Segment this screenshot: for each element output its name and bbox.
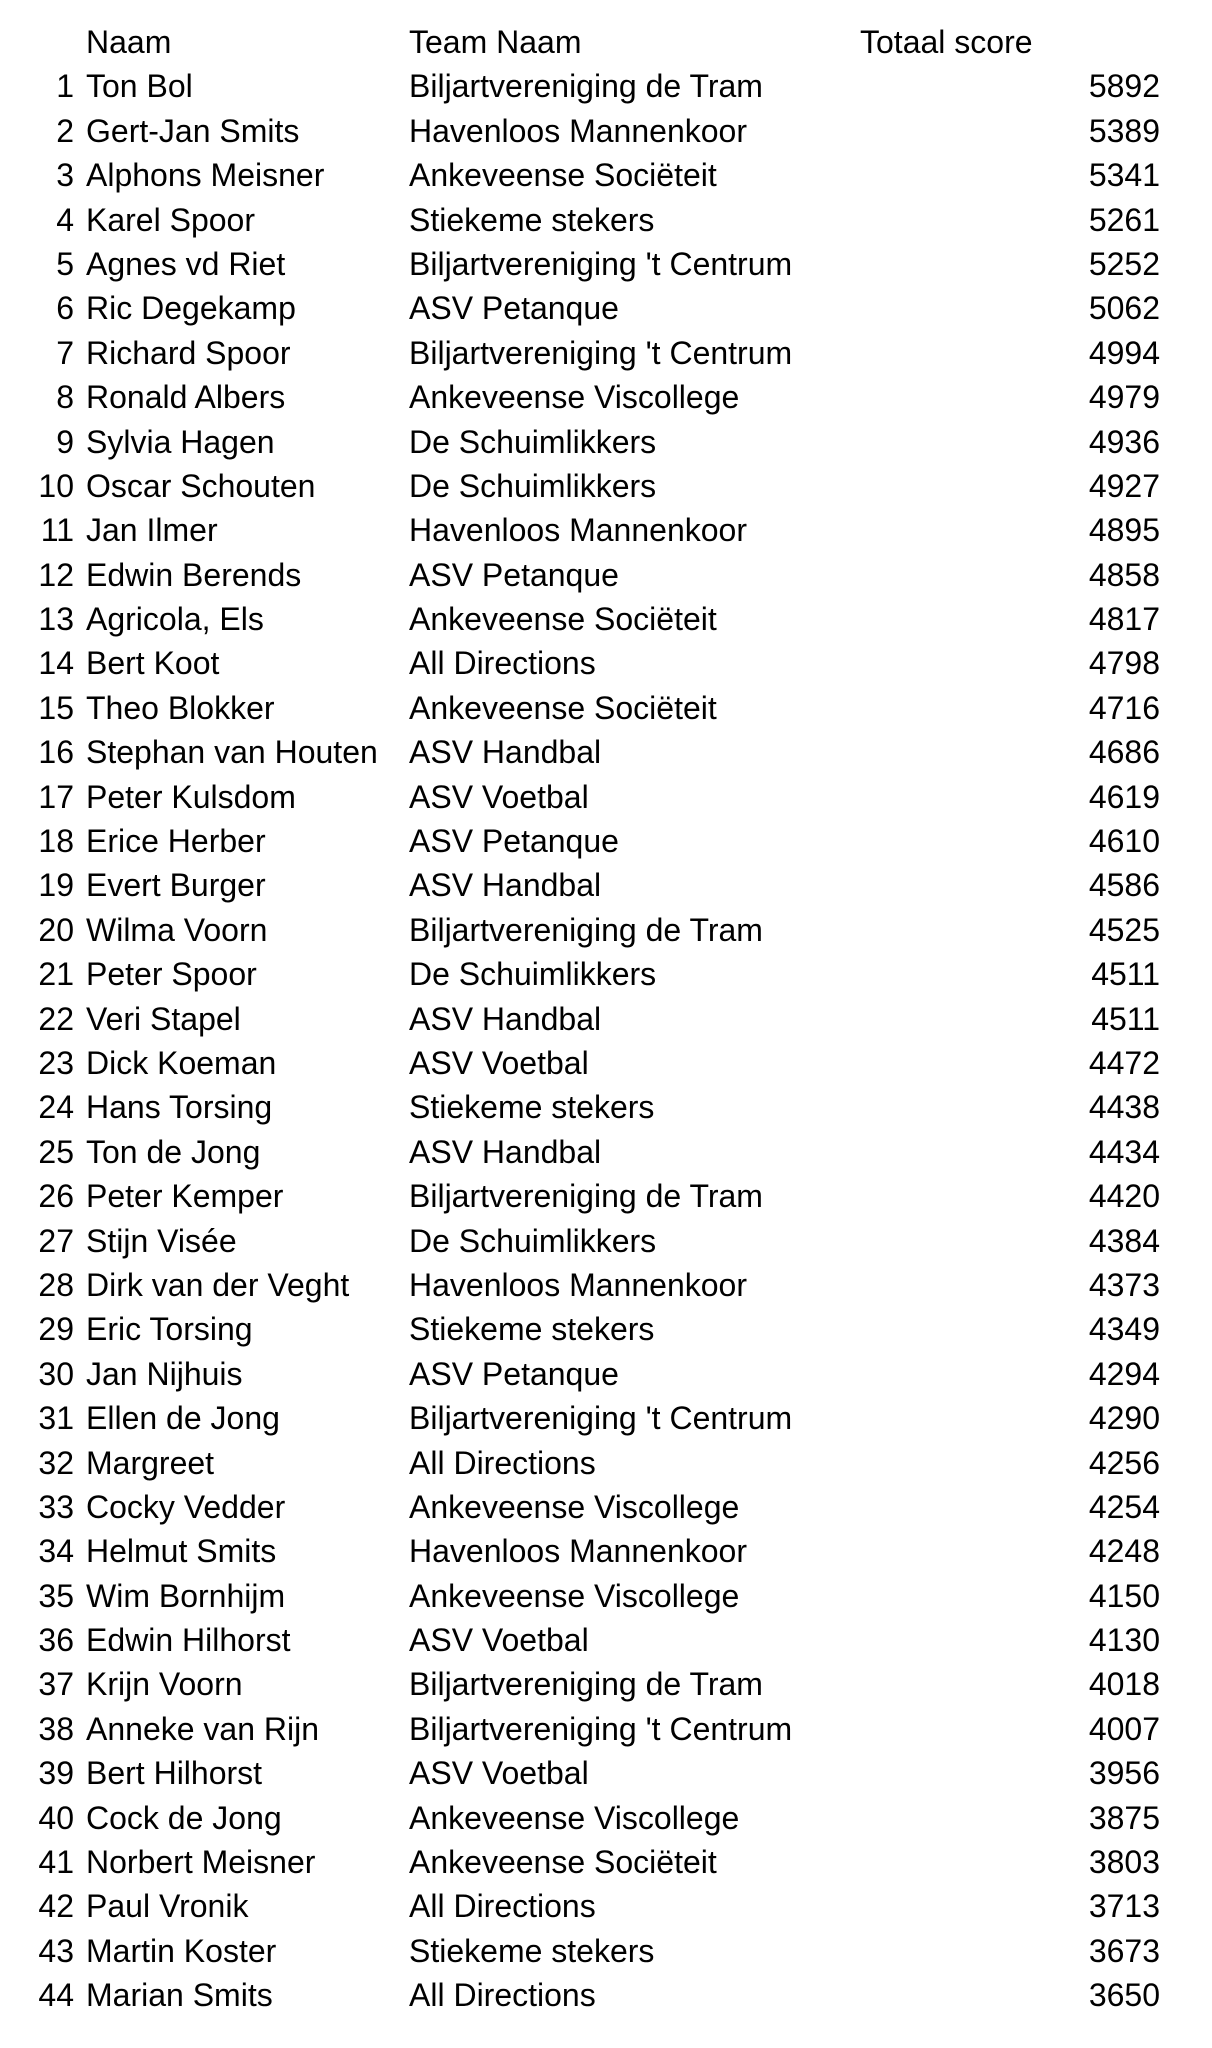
- header-row: [0, 20, 1212, 64]
- score-cell: 4254: [1088, 1488, 1160, 1525]
- rank-cell: 30: [38, 1355, 74, 1392]
- team-cell: ASV Handbal: [409, 1133, 602, 1170]
- name-cell: Eric Torsing: [86, 1311, 253, 1348]
- score-cell: 4511: [1091, 1000, 1160, 1037]
- name-cell: Evert Burger: [86, 867, 266, 904]
- score-cell: 5892: [1088, 68, 1160, 105]
- rank-cell: 28: [38, 1266, 74, 1303]
- team-cell: All Directions: [409, 645, 596, 682]
- table-body: [0, 64, 1212, 2017]
- rank-cell: 18: [38, 823, 74, 860]
- name-cell: Norbert Meisner: [86, 1844, 316, 1881]
- table-row: [0, 819, 1212, 863]
- team-cell: ASV Voetbal: [409, 1622, 589, 1659]
- team-cell: ASV Petanque: [409, 1355, 619, 1392]
- name-cell: Margreet: [86, 1444, 215, 1481]
- rank-cell: 32: [38, 1444, 74, 1481]
- team-cell: ASV Petanque: [409, 290, 619, 327]
- team-cell: ASV Voetbal: [409, 778, 589, 815]
- table-row: [0, 375, 1212, 419]
- score-cell: 4586: [1088, 867, 1160, 904]
- name-cell: Martin Koster: [86, 1932, 277, 1969]
- name-cell: Bert Koot: [86, 645, 220, 682]
- team-cell: Havenloos Mannenkoor: [409, 1533, 747, 1570]
- score-cell: 4610: [1088, 823, 1160, 860]
- table-row: [0, 1840, 1212, 1884]
- team-cell: Biljartvereniging 't Centrum: [409, 1400, 793, 1437]
- name-cell: Agnes vd Riet: [86, 245, 286, 282]
- table-row: [0, 1352, 1212, 1396]
- score-cell: 5389: [1088, 112, 1160, 149]
- table-row: [0, 863, 1212, 907]
- score-cell: 3673: [1088, 1932, 1160, 1969]
- rank-cell: 20: [38, 911, 74, 948]
- table-row: [0, 1130, 1212, 1174]
- rank-cell: 24: [38, 1089, 74, 1126]
- team-cell: Ankeveense Viscollege: [409, 1577, 740, 1614]
- rank-cell: 3: [56, 157, 74, 194]
- table-row: [0, 1796, 1212, 1840]
- score-cell: 4294: [1088, 1355, 1160, 1392]
- table-row: [0, 952, 1212, 996]
- score-cell: 4290: [1088, 1400, 1160, 1437]
- score-table: [0, 20, 1212, 2018]
- rank-cell: 8: [56, 379, 74, 416]
- name-cell: Oscar Schouten: [86, 467, 316, 504]
- score-cell: 4434: [1088, 1133, 1160, 1170]
- team-cell: Ankeveense Sociëteit: [409, 601, 717, 638]
- score-cell: 5062: [1088, 290, 1160, 327]
- team-cell: Ankeveense Sociëteit: [409, 157, 717, 194]
- team-cell: Stiekeme stekers: [409, 201, 655, 238]
- score-cell: 4994: [1088, 334, 1160, 371]
- rank-cell: 43: [38, 1932, 74, 1969]
- rank-cell: 16: [38, 734, 74, 771]
- name-cell: Ton de Jong: [86, 1133, 261, 1170]
- score-cell: 4619: [1088, 778, 1160, 815]
- name-cell: Richard Spoor: [86, 334, 291, 371]
- score-cell: 3713: [1088, 1888, 1160, 1925]
- team-cell: All Directions: [409, 1444, 596, 1481]
- table-row: [0, 1707, 1212, 1751]
- team-cell: Havenloos Mannenkoor: [409, 112, 747, 149]
- table-row: [0, 1929, 1212, 1973]
- score-cell: 4472: [1088, 1044, 1160, 1081]
- table-row: [0, 420, 1212, 464]
- name-cell: Cock de Jong: [86, 1799, 282, 1836]
- name-cell: Peter Kulsdom: [86, 778, 296, 815]
- team-cell: Ankeveense Sociëteit: [409, 1844, 717, 1881]
- rank-cell: 21: [38, 956, 74, 993]
- table-row: [0, 1396, 1212, 1440]
- team-cell: Biljartvereniging 't Centrum: [409, 245, 793, 282]
- team-cell: Biljartvereniging de Tram: [409, 911, 763, 948]
- rank-cell: 44: [38, 1977, 74, 2014]
- rank-cell: 17: [38, 778, 74, 815]
- header-score: Totaal score: [860, 24, 1033, 60]
- score-cell: 4256: [1088, 1444, 1160, 1481]
- team-cell: Stiekeme stekers: [409, 1932, 655, 1969]
- team-cell: Stiekeme stekers: [409, 1311, 655, 1348]
- table-row: [0, 1574, 1212, 1618]
- name-cell: Ronald Albers: [86, 379, 286, 416]
- team-cell: De Schuimlikkers: [409, 423, 657, 460]
- team-cell: ASV Petanque: [409, 823, 619, 860]
- score-cell: 4979: [1088, 379, 1160, 416]
- name-cell: Alphons Meisner: [86, 157, 325, 194]
- score-cell: 4686: [1088, 734, 1160, 771]
- score-cell: 4895: [1088, 512, 1160, 549]
- score-cell: 4525: [1088, 911, 1160, 948]
- score-cell: 4349: [1088, 1311, 1160, 1348]
- name-cell: Cocky Vedder: [86, 1488, 286, 1525]
- score-cell: 4817: [1088, 601, 1160, 638]
- name-cell: Bert Hilhorst: [86, 1755, 263, 1792]
- rank-cell: 27: [38, 1222, 74, 1259]
- name-cell: Krijn Voorn: [86, 1666, 243, 1703]
- team-cell: Biljartvereniging de Tram: [409, 1666, 763, 1703]
- rank-cell: 35: [38, 1577, 74, 1614]
- score-cell: 4150: [1088, 1577, 1160, 1614]
- table-row: [0, 242, 1212, 286]
- team-cell: Havenloos Mannenkoor: [409, 512, 747, 549]
- name-cell: Dirk van der Veght: [86, 1266, 350, 1303]
- rank-cell: 9: [56, 423, 74, 460]
- score-cell: 5261: [1088, 201, 1160, 238]
- rank-cell: 41: [38, 1844, 74, 1881]
- rank-cell: 36: [38, 1622, 74, 1659]
- rank-cell: 11: [40, 512, 74, 549]
- score-cell: 4130: [1088, 1622, 1160, 1659]
- score-cell: 4716: [1088, 689, 1160, 726]
- name-cell: Stijn Visée: [86, 1222, 237, 1259]
- name-cell: Edwin Berends: [86, 556, 302, 593]
- score-cell: 3956: [1088, 1755, 1160, 1792]
- name-cell: Gert-Jan Smits: [86, 112, 300, 149]
- team-cell: Ankeveense Sociëteit: [409, 689, 717, 726]
- team-cell: ASV Handbal: [409, 734, 602, 771]
- team-cell: Stiekeme stekers: [409, 1089, 655, 1126]
- team-cell: Ankeveense Viscollege: [409, 1488, 740, 1525]
- table-row: [0, 1485, 1212, 1529]
- team-cell: Ankeveense Viscollege: [409, 1799, 740, 1836]
- rank-cell: 23: [38, 1044, 74, 1081]
- table-row: [0, 1307, 1212, 1351]
- table-row: [0, 1662, 1212, 1706]
- table-row: [0, 641, 1212, 685]
- name-cell: Dick Koeman: [86, 1044, 277, 1081]
- rank-cell: 10: [38, 467, 74, 504]
- team-cell: ASV Handbal: [409, 1000, 602, 1037]
- table-row: [0, 1618, 1212, 1662]
- rank-cell: 37: [38, 1666, 74, 1703]
- score-cell: 3650: [1088, 1977, 1160, 2014]
- team-cell: ASV Petanque: [409, 556, 619, 593]
- rank-cell: 26: [38, 1178, 74, 1215]
- table-row: [0, 775, 1212, 819]
- rank-cell: 34: [38, 1533, 74, 1570]
- table-row: [0, 64, 1212, 108]
- rank-cell: 29: [38, 1311, 74, 1348]
- rank-cell: 4: [56, 201, 74, 238]
- rank-cell: 2: [56, 112, 74, 149]
- table-row: [0, 1085, 1212, 1129]
- rank-cell: 15: [38, 689, 74, 726]
- name-cell: Jan Ilmer: [86, 512, 218, 549]
- name-cell: Sylvia Hagen: [86, 423, 275, 460]
- name-cell: Anneke van Rijn: [86, 1710, 320, 1747]
- score-cell: 4798: [1088, 645, 1160, 682]
- team-cell: De Schuimlikkers: [409, 956, 657, 993]
- table-row: [0, 553, 1212, 597]
- team-cell: Biljartvereniging 't Centrum: [409, 334, 793, 371]
- score-cell: 4927: [1088, 467, 1160, 504]
- table-row: [0, 1041, 1212, 1085]
- name-cell: Karel Spoor: [86, 201, 255, 238]
- table-row: [0, 1884, 1212, 1928]
- score-cell: 4438: [1088, 1089, 1160, 1126]
- table-row: [0, 908, 1212, 952]
- rank-cell: 39: [38, 1755, 74, 1792]
- score-cell: 3803: [1088, 1844, 1160, 1881]
- rank-cell: 7: [56, 334, 74, 371]
- header-name: Naam: [86, 24, 172, 60]
- team-cell: Ankeveense Viscollege: [409, 379, 740, 416]
- team-cell: All Directions: [409, 1888, 596, 1925]
- name-cell: Edwin Hilhorst: [86, 1622, 291, 1659]
- score-cell: 4936: [1088, 423, 1160, 460]
- name-cell: Ellen de Jong: [86, 1400, 280, 1437]
- table-row: [0, 1529, 1212, 1573]
- team-cell: Biljartvereniging de Tram: [409, 68, 763, 105]
- name-cell: Hans Torsing: [86, 1089, 273, 1126]
- table-row: [0, 1219, 1212, 1263]
- name-cell: Ric Degekamp: [86, 290, 296, 327]
- rank-cell: 25: [38, 1133, 74, 1170]
- name-cell: Peter Spoor: [86, 956, 257, 993]
- score-cell: 4858: [1088, 556, 1160, 593]
- score-cell: 5252: [1088, 245, 1160, 282]
- rank-cell: 33: [38, 1488, 74, 1525]
- name-cell: Agricola, Els: [86, 601, 264, 638]
- score-cell: 4007: [1088, 1710, 1160, 1747]
- team-cell: ASV Voetbal: [409, 1755, 589, 1792]
- rank-cell: 22: [38, 1000, 74, 1037]
- rank-cell: 19: [38, 867, 74, 904]
- name-cell: Veri Stapel: [86, 1000, 241, 1037]
- score-cell: 4511: [1091, 956, 1160, 993]
- score-cell: 4420: [1088, 1178, 1160, 1215]
- name-cell: Wilma Voorn: [86, 911, 268, 948]
- score-cell: 5341: [1088, 157, 1160, 194]
- table-row: [0, 153, 1212, 197]
- rank-cell: 14: [38, 645, 74, 682]
- table-row: [0, 1441, 1212, 1485]
- team-cell: De Schuimlikkers: [409, 467, 657, 504]
- rank-cell: 12: [38, 556, 74, 593]
- table-row: [0, 109, 1212, 153]
- name-cell: Jan Nijhuis: [86, 1355, 243, 1392]
- score-cell: 3875: [1088, 1799, 1160, 1836]
- score-cell: 4018: [1088, 1666, 1160, 1703]
- rank-cell: 31: [38, 1400, 74, 1437]
- rank-cell: 38: [38, 1710, 74, 1747]
- table-row: [0, 1751, 1212, 1795]
- table-row: [0, 686, 1212, 730]
- table-row: [0, 997, 1212, 1041]
- team-cell: ASV Voetbal: [409, 1044, 589, 1081]
- team-cell: Havenloos Mannenkoor: [409, 1266, 747, 1303]
- header-team: Team Naam: [409, 24, 582, 60]
- name-cell: Stephan van Houten: [86, 734, 378, 771]
- table-row: [0, 508, 1212, 552]
- table-row: [0, 198, 1212, 242]
- table-row: [0, 1174, 1212, 1218]
- score-cell: 4248: [1088, 1533, 1160, 1570]
- score-cell: 4373: [1088, 1266, 1160, 1303]
- table-row: [0, 730, 1212, 774]
- name-cell: Ton Bol: [86, 68, 193, 105]
- name-cell: Paul Vronik: [86, 1888, 249, 1925]
- table-row: [0, 464, 1212, 508]
- team-cell: ASV Handbal: [409, 867, 602, 904]
- rank-cell: 6: [56, 290, 74, 327]
- table-row: [0, 286, 1212, 330]
- team-cell: De Schuimlikkers: [409, 1222, 657, 1259]
- team-cell: All Directions: [409, 1977, 596, 2014]
- table-row: [0, 331, 1212, 375]
- rank-cell: 40: [38, 1799, 74, 1836]
- table-row: [0, 1263, 1212, 1307]
- team-cell: Biljartvereniging de Tram: [409, 1178, 763, 1215]
- rank-cell: 13: [38, 601, 74, 638]
- rank-cell: 42: [38, 1888, 74, 1925]
- name-cell: Wim Bornhijm: [86, 1577, 286, 1614]
- name-cell: Helmut Smits: [86, 1533, 277, 1570]
- name-cell: Peter Kemper: [86, 1178, 284, 1215]
- team-cell: Biljartvereniging 't Centrum: [409, 1710, 793, 1747]
- score-cell: 4384: [1088, 1222, 1160, 1259]
- table-row: [0, 1973, 1212, 2017]
- rank-cell: 5: [56, 245, 74, 282]
- rank-cell: 1: [56, 68, 74, 105]
- name-cell: Theo Blokker: [86, 689, 275, 726]
- table-row: [0, 597, 1212, 641]
- name-cell: Marian Smits: [86, 1977, 273, 2014]
- name-cell: Erice Herber: [86, 823, 266, 860]
